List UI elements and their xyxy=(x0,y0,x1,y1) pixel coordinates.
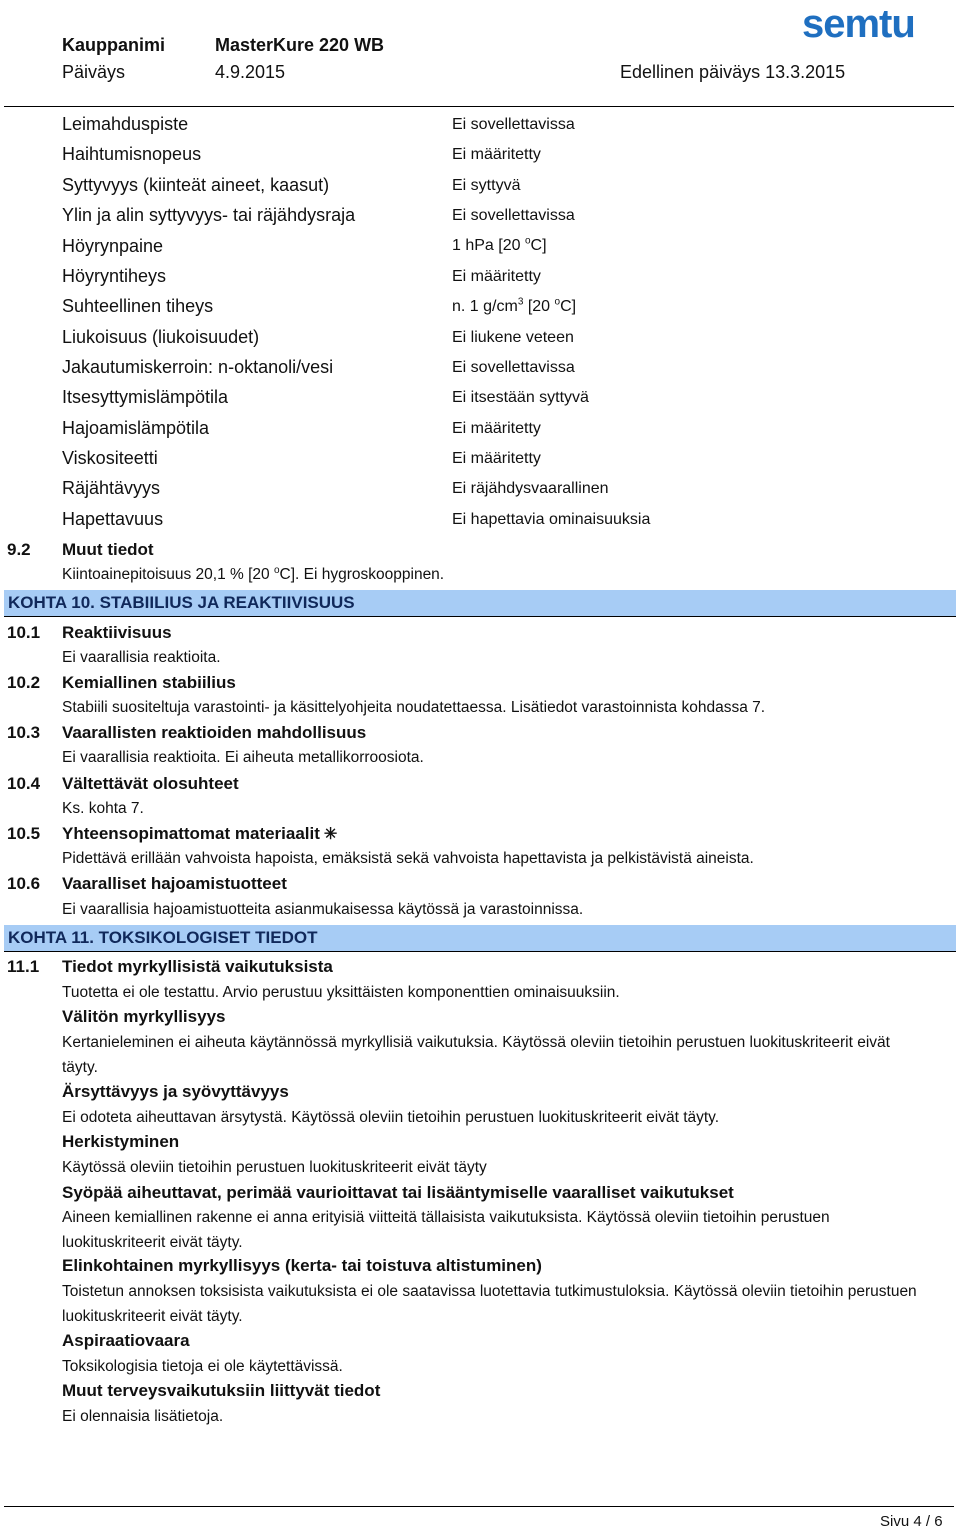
subsection-text: Toistetun annoksen toksisista vaikutuksista ei ole saatavissa luotettavia tutkimustuloksia. Käytössä oleviin tietoihin perustuen luokituskriteerit eivät täyty. xyxy=(62,1283,917,1325)
footer-divider xyxy=(4,1506,954,1507)
section-number: 9.2 xyxy=(7,540,31,559)
prop-label: Leimahduspiste xyxy=(62,114,189,134)
subsection-heading: Syöpää aiheuttavat, perimää vaurioittavat tai lisääntymiselle vaaralliset vaikutukset xyxy=(62,1183,734,1202)
prop-label: Höyryntiheys xyxy=(62,266,167,286)
prop-label: Suhteellinen tiheys xyxy=(62,296,214,316)
date-label: Päiväys xyxy=(62,62,126,82)
subsection-text: Aineen kemiallinen rakenne ei anna erityisiä viitteitä tällaisista vaikutuksista. Käytössä oleviin tietoihin perustuen luokituskriteerit eivät täyty. xyxy=(62,1209,830,1251)
subsection-text: Toksikologisia tietoja ei ole käytettävissä. xyxy=(62,1358,343,1375)
section-number: 10.2 xyxy=(7,673,41,692)
section-text: Ks. kohta 7. xyxy=(62,800,144,817)
prop-label: Hajoamislämpötila xyxy=(62,418,210,438)
header-divider xyxy=(4,106,954,107)
prop-value: Ei sovellettavissa xyxy=(452,116,575,133)
prop-value: Ei määritetty xyxy=(452,268,541,285)
section-text: Tuotetta ei ole testattu. Arvio perustuu yksittäisten komponenttien ominaisuuksiin. xyxy=(62,984,620,1001)
prop-value: Ei liukene veteen xyxy=(452,329,574,346)
section-11-title: KOHTA 11. TOKSIKOLOGISET TIEDOT xyxy=(8,928,318,947)
prop-value: Ei määritetty xyxy=(452,420,541,437)
prop-value: Ei sovellettavissa xyxy=(452,359,575,376)
prop-value: Ei hapettavia ominaisuuksia xyxy=(452,511,651,528)
subsection-heading: Elinkohtainen myrkyllisyys (kerta- tai toistuva altistuminen) xyxy=(62,1256,542,1275)
section-heading: Tiedot myrkyllisistä vaikutuksista xyxy=(62,957,333,976)
section-number: 10.6 xyxy=(7,874,41,893)
section-text: Kiintoainepitoisuus 20,1 % [20 $^o$C]. Ei hygroskooppinen. xyxy=(62,564,445,583)
section-heading: Reaktiivisuus xyxy=(62,623,172,642)
section-heading: Vaarallisten reaktioiden mahdollisuus xyxy=(62,723,367,742)
prop-label: Itsesyttymislämpötila xyxy=(62,387,229,407)
section-number: 10.5 xyxy=(7,824,41,843)
section-text: Stabiili suositeltuja varastointi- ja käsittelyohjeita noudatettaessa. Lisätiedot varastoinnista kohdassa 7. xyxy=(62,699,766,716)
section-heading: Yhteensopimattomat materiaalit ✳ xyxy=(62,824,338,843)
prop-value: 1 hPa [20 $^o$C] xyxy=(452,235,547,254)
section-heading: Vaaralliset hajoamistuotteet xyxy=(62,874,287,893)
prop-label: Liukoisuus (liukoisuudet) xyxy=(62,327,260,347)
prop-label: Viskositeetti xyxy=(62,448,158,468)
prop-value: n. 1 $g/cm^3$ [20 $^o$C] xyxy=(452,296,577,315)
section-heading: Muut tiedot xyxy=(62,540,154,559)
prop-label: Jakautumiskerroin: n-oktanoli/vesi xyxy=(62,357,334,377)
subsection-heading: Ärsyttävyys ja syövyttävyys xyxy=(62,1082,289,1101)
previous-date: Edellinen päiväys 13.3.2015 xyxy=(620,62,846,82)
section-text: Ei vaarallisia hajoamistuotteita asianmukaisessa käytössä ja varastoinnissa. xyxy=(62,901,584,918)
prop-value: Ei määritetty xyxy=(452,146,541,163)
subsection-heading: Aspiraatiovaara xyxy=(62,1331,190,1350)
prop-value: Ei sovellettavissa xyxy=(452,207,575,224)
prop-label: Räjähtävyys xyxy=(62,478,161,498)
trade-name-label: Kauppanimi xyxy=(62,35,166,55)
prop-value: Ei määritetty xyxy=(452,450,541,467)
section-text: Pidettävä erillään vahvoista hapoista, emäksistä sekä vahvoista hapettavista ja pelkistävistä aineista. xyxy=(62,850,754,867)
prop-label: Ylin ja alin syttyvyys- tai räjähdysraja xyxy=(62,205,356,225)
subsection-heading: Muut terveysvaikutuksiin liittyvät tiedot xyxy=(62,1381,381,1400)
prop-label: Hapettavuus xyxy=(62,509,164,529)
section-heading: Kemiallinen stabiilius xyxy=(62,673,236,692)
section-text: Ei vaarallisia reaktioita. xyxy=(62,649,221,666)
subsection-heading: Herkistyminen xyxy=(62,1132,180,1151)
asterisk-icon: ✳ xyxy=(323,826,338,843)
prop-value: Ei räjähdysvaarallinen xyxy=(452,480,609,497)
section-number: 11.1 xyxy=(7,957,40,976)
semtu-logo: semtu xyxy=(802,2,915,46)
subsection-heading: Välitön myrkyllisyys xyxy=(62,1007,226,1026)
date: 4.9.2015 xyxy=(215,62,286,82)
prop-label: Haihtumisnopeus xyxy=(62,144,202,164)
prop-value: Ei itsestään syttyvä xyxy=(452,389,589,406)
prop-label: Höyrynpaine xyxy=(62,236,164,256)
section-number: 10.3 xyxy=(7,723,41,742)
section-10-band xyxy=(4,590,956,617)
trade-name: MasterKure 220 WB xyxy=(215,35,385,55)
subsection-text: Käytössä oleviin tietoihin perustuen luokituskriteerit eivät täyty xyxy=(62,1159,487,1176)
subsection-text: Ei odoteta aiheuttavan ärsytystä. Käytössä oleviin tietoihin perustuen luokituskriteerit eivät täyty. xyxy=(62,1109,720,1126)
section-number: 10.1 xyxy=(7,623,41,642)
section-number: 10.4 xyxy=(7,774,41,793)
section-10-title: KOHTA 10. STABIILIUS JA REAKTIIVISUUS xyxy=(8,593,355,612)
section-heading: Vältettävät olosuhteet xyxy=(62,774,239,793)
prop-value: Ei syttyvä xyxy=(452,177,521,194)
subsection-text: Kertanieleminen ei aiheuta käytännössä myrkyllisiä vaikutuksia. Käytössä oleviin tietoihin perustuen luokituskriteerit eivät täyty. xyxy=(62,1034,890,1076)
section-text: Ei vaarallisia reaktioita. Ei aiheuta metallikorroosiota. xyxy=(62,749,424,766)
prop-label: Syttyvyys (kiinteät aineet, kaasut) xyxy=(62,175,330,195)
section-11-band xyxy=(4,925,956,952)
page-number: Sivu 4 / 6 xyxy=(880,1513,943,1530)
subsection-text: Ei olennaisia lisätietoja. xyxy=(62,1408,224,1425)
